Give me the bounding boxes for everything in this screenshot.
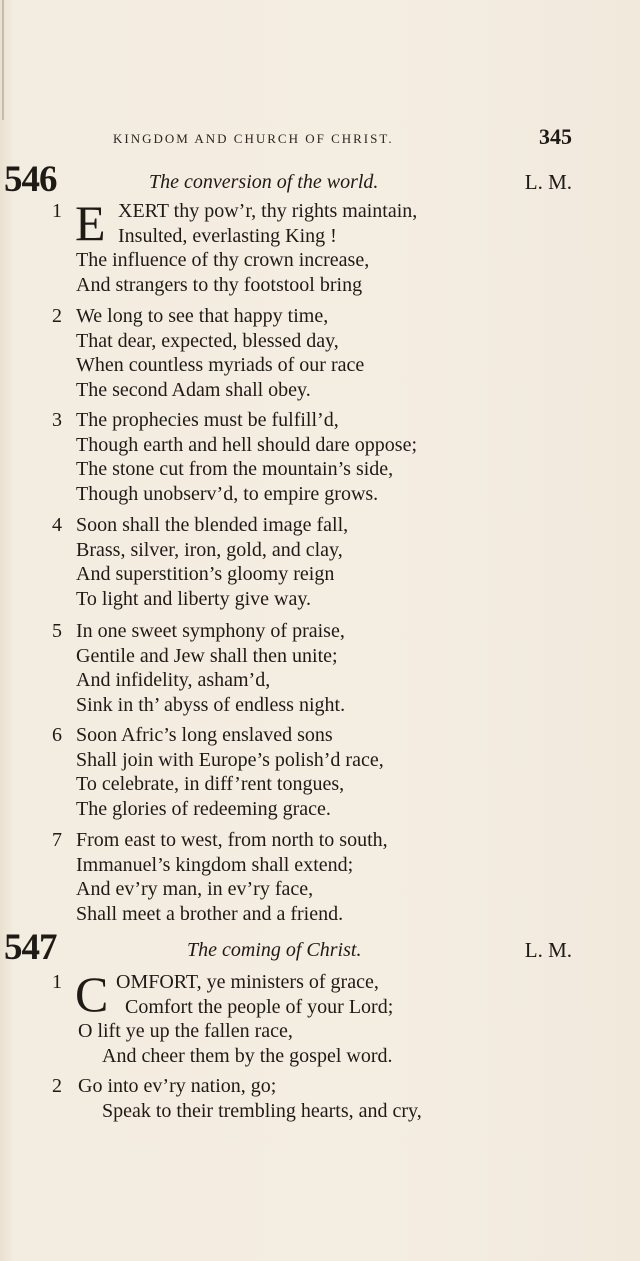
verse-line: Comfort the people of your Lord; — [125, 995, 394, 1018]
page-number: 345 — [539, 124, 572, 149]
hymn-header — [4, 160, 572, 200]
verse-line: And ev’ry man, in ev’ry face, — [76, 878, 314, 900]
verse-line: The influence of thy crown increase, — [76, 249, 370, 271]
verse-line: That dear, expected, blessed day, — [76, 329, 339, 352]
verse-line: Brass, silver, iron, gold, and clay, — [76, 538, 343, 561]
stanza-number: 7 — [52, 829, 62, 851]
verse-line: And strangers to thy footstool bring — [76, 273, 363, 296]
verse-line: The prophecies must be fulfill’d, — [76, 409, 339, 431]
verse-line: And superstition’s gloomy reign — [76, 563, 335, 585]
verse-line: The stone cut from the mountain’s side, — [76, 458, 394, 480]
drop-capital: E — [75, 195, 106, 251]
verse-line: The glories of redeeming grace. — [76, 797, 331, 820]
verse-line: Insulted, everlasting King ! — [118, 224, 337, 247]
stanza-number: 3 — [52, 409, 62, 431]
hymn-title: The conversion of the world. — [149, 171, 379, 193]
stanza-number: 1 — [52, 200, 62, 222]
verse-line: Soon Afric’s long enslaved sons — [76, 724, 333, 746]
verse-line: Immanuel’s kingdom shall extend; — [76, 853, 354, 876]
verse-line: Though earth and hell should dare oppose; — [76, 433, 418, 456]
stanza-number: 4 — [52, 514, 62, 536]
verse-line: XERT thy pow’r, thy rights maintain, — [118, 200, 418, 222]
gutter-edge — [2, 0, 4, 120]
verse-line: Though unobserv’d, to empire grows. — [76, 482, 379, 505]
hymn-header — [4, 928, 572, 968]
hymn-number: 546 — [4, 159, 57, 200]
verse-line: We long to see that happy time, — [76, 305, 329, 327]
stanza-number: 6 — [52, 724, 62, 746]
verse-line: Shall meet a brother and a friend. — [76, 902, 344, 925]
hymn-meter: L. M. — [524, 170, 572, 194]
verse-line: Shall join with Europe’s polish’d race, — [76, 748, 384, 771]
verse-line: OMFORT, ye ministers of grace, — [116, 971, 379, 993]
verse-line: Gentile and Jew shall then unite; — [76, 644, 338, 667]
verse-line: And infidelity, asham’d, — [76, 669, 271, 691]
verse-line: Go into ev’ry nation, go; — [78, 1075, 277, 1097]
hymn-number: 547 — [4, 927, 57, 968]
running-title: KINGDOM AND CHURCH OF CHRIST. — [113, 131, 394, 146]
verse-line: Sink in th’ abyss of endless night. — [76, 693, 346, 716]
drop-capital: C — [75, 966, 109, 1022]
verse-line: In one sweet symphony of praise, — [76, 620, 345, 642]
verse-line: From east to west, from north to south, — [76, 829, 388, 851]
stanza-number: 2 — [52, 1075, 62, 1097]
verse-line: Soon shall the blended image fall, — [76, 514, 349, 536]
verse-line: To celebrate, in diff’rent tongues, — [76, 773, 345, 795]
verse-line: To light and liberty give way. — [76, 587, 312, 610]
verse-line: O lift ye up the fallen race, — [78, 1020, 293, 1042]
stanza-number: 2 — [52, 305, 62, 327]
verse-line: Speak to their trembling hearts, and cry, — [102, 1099, 422, 1122]
verse-line: The second Adam shall obey. — [76, 378, 311, 401]
verse-line: And cheer them by the gospel word. — [102, 1044, 393, 1067]
hymn-title: The coming of Christ. — [187, 939, 362, 961]
stanza-number: 1 — [52, 971, 62, 993]
stanza-number: 5 — [52, 620, 62, 642]
hymn-meter: L. M. — [524, 938, 572, 962]
verse-line: When countless myriads of our race — [76, 354, 365, 376]
